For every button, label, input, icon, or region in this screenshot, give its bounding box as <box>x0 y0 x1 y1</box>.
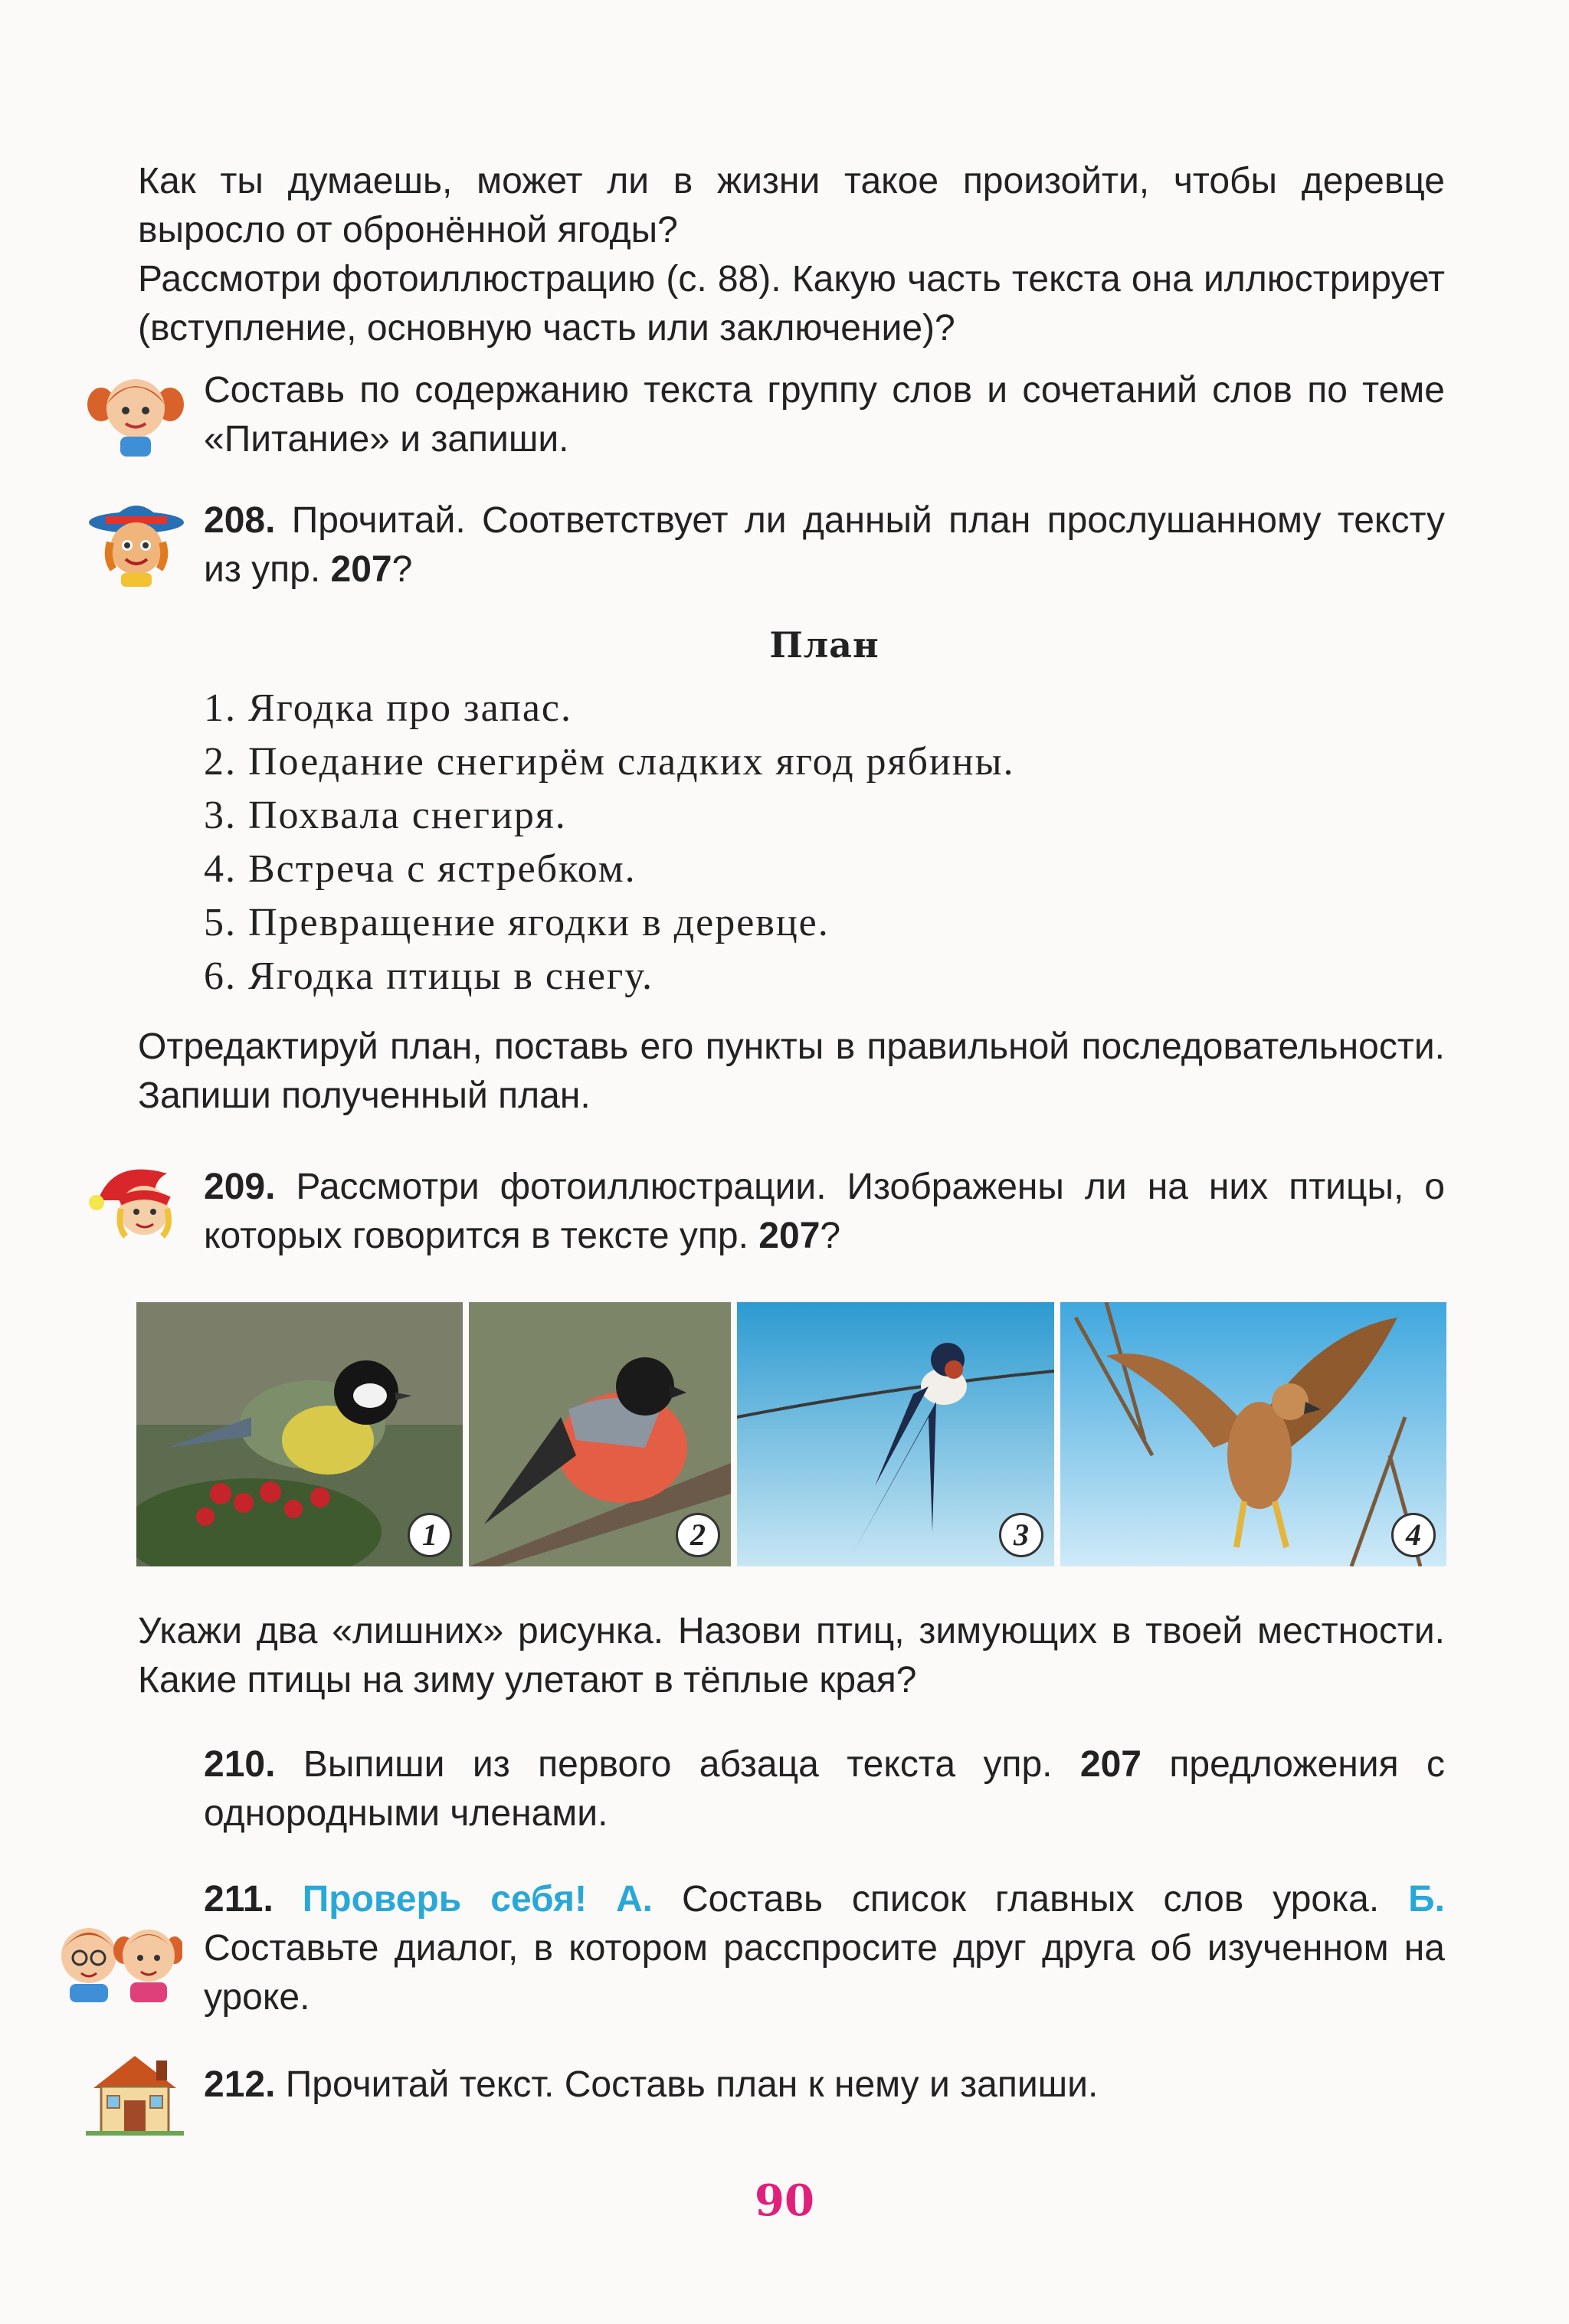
photo-titmouse <box>136 1302 463 1566</box>
exercise-209 <box>204 1163 1445 1261</box>
exercise-208 <box>204 496 1445 594</box>
exercise-209-end: ? <box>820 1216 841 1256</box>
plan-item: 3. Похвала снегиря. <box>204 794 567 837</box>
plan-item: 6. Ягодка птицы в снегу. <box>204 954 654 998</box>
gnome-icon <box>83 1158 190 1242</box>
exercise-212-number: 212. <box>204 2064 276 2105</box>
photo-swallow <box>737 1302 1054 1566</box>
house-icon <box>86 2050 184 2136</box>
intro-line-1: Как ты думаешь, может ли в жизни такое произойти, чтобы деревце выросло от обронённой ягоды? <box>138 161 1445 250</box>
boy-hat-icon <box>83 496 190 588</box>
task-food-words: Составь по содержанию текста группу слов и сочетаний слов по теме «Питание» и запиши. <box>204 370 1445 460</box>
odd-pictures-task: Укажи два «лишних» рисунка. Назови птиц, зимующих в твоей местности. Какие птицы на зиму улетают в тёплые края? <box>138 1611 1445 1700</box>
intro-question <box>138 157 1445 353</box>
plan-item: 2. Поедание снегирём сладких ягод рябины. <box>204 740 1015 784</box>
exercise-211-number: 211. <box>204 1879 274 1920</box>
check-yourself-label: Проверь себя! А. <box>273 1879 653 1920</box>
edit-plan-task: Отредактируй план, поставь его пункты в правильной последовательности. Запиши полученный план. <box>138 1026 1445 1116</box>
plan-title: План <box>769 624 879 666</box>
photo-number-badge: 2 <box>676 1513 720 1557</box>
girl-icon <box>86 366 185 458</box>
exercise-209-ref: 207 <box>758 1216 821 1256</box>
exercise-208-text: Прочитай. Соответствует ли данный план прослушанному тексту из упр. <box>204 500 1445 590</box>
plan-item: 4. Встреча с ястребком. <box>204 847 637 891</box>
exercise-210-end: предложения с однородными членами. <box>204 1744 1446 1834</box>
exercise-209-number: 209. <box>204 1167 276 1207</box>
photo-number-badge: 3 <box>999 1513 1043 1557</box>
exercise-212 <box>204 2061 1445 2110</box>
hawk-image <box>1060 1302 1446 1566</box>
exercise-212-text: Прочитай текст. Составь план к нему и запиши. <box>275 2064 1099 2105</box>
photo-bullfinch <box>469 1302 731 1566</box>
exercise-210 <box>204 1740 1445 1838</box>
photo-hawk <box>1060 1302 1446 1566</box>
exercise-210-ref: 207 <box>1079 1744 1142 1785</box>
bird-photo-strip <box>136 1302 1446 1566</box>
photo-number-badge: 1 <box>408 1513 452 1557</box>
plan-item: 5. Превращение ягодки в деревце. <box>204 901 830 944</box>
exercise-210-number: 210. <box>204 1744 276 1785</box>
intro-line-2: Рассмотри фотоиллюстрацию (с. 88). Какую часть текста она иллюстрирует (вступление, основную часть или заключение)? <box>138 259 1445 349</box>
two-children-icon <box>51 1913 182 2004</box>
exercise-208-end: ? <box>391 549 413 590</box>
exercise-211-b-label: Б. <box>1408 1879 1446 1920</box>
exercise-211-part-b: Составьте диалог, в котором расспросите друг друга об изученном на уроке. <box>204 1928 1445 2018</box>
page-number: 90 <box>755 2175 814 2226</box>
exercise-210-text: Выпиши из первого абзаца текста упр. <box>275 1744 1080 1785</box>
plan-item: 1. Ягодка про запас. <box>204 686 572 730</box>
exercise-208-ref: 207 <box>330 549 392 590</box>
exercise-211 <box>204 1875 1445 2022</box>
exercise-211-part-a: Составь список главных слов урока. <box>652 1879 1409 1920</box>
exercise-209-text: Рассмотри фотоиллюстрации. Изображены ли на них птицы, о которых говорится в тексте упр. <box>204 1167 1445 1256</box>
photo-number-badge: 4 <box>1391 1513 1436 1557</box>
exercise-208-number: 208. <box>204 500 276 541</box>
plan-list <box>204 682 1445 1003</box>
